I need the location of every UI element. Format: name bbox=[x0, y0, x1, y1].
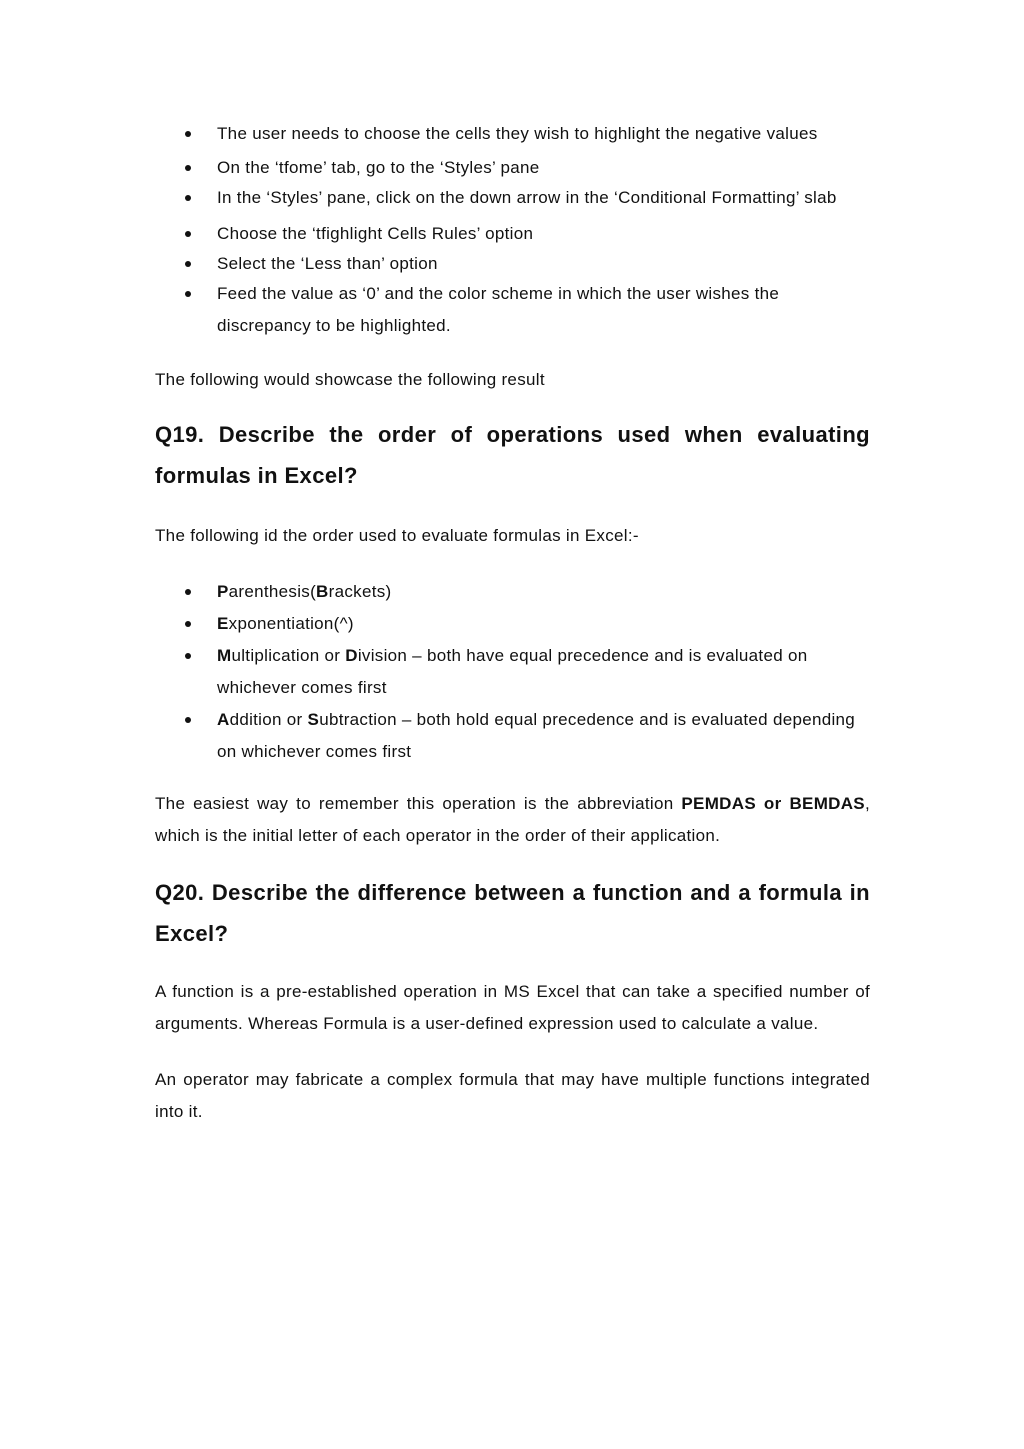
q19-intro: The following id the order used to evaluate formulas in Excel:- bbox=[155, 526, 639, 545]
result-note: The following would showcase the following result bbox=[155, 370, 545, 389]
list-item bbox=[155, 608, 870, 640]
list-item-text: In the ‘Styles’ pane, click on the down arrow in the ‘Conditional Formatting’ slab bbox=[217, 188, 837, 207]
bullet-icon bbox=[185, 653, 191, 659]
document-page bbox=[155, 118, 870, 1128]
list-item bbox=[155, 576, 870, 608]
q20-paragraph-2: An operator may fabricate a complex formula that may have multiple functions integrated into it. bbox=[155, 1070, 870, 1121]
bullet-icon bbox=[185, 131, 191, 137]
operator-initial: B bbox=[316, 582, 329, 601]
list-item-text: On the ‘tfome’ tab, go to the ‘Styles’ pane bbox=[217, 158, 540, 177]
operator-text: ivision – both have equal precedence and is evaluated on whichever comes first bbox=[217, 646, 808, 697]
operator-initial: A bbox=[217, 710, 230, 729]
bullet-icon bbox=[185, 589, 191, 595]
q19-heading: Q19. Describe the order of operations used when evaluating formulas in Excel? bbox=[155, 422, 870, 488]
operator-initial: M bbox=[217, 646, 232, 665]
bullet-icon bbox=[185, 717, 191, 723]
list-item bbox=[155, 154, 870, 182]
bullet-icon bbox=[185, 621, 191, 627]
q20-heading: Q20. Describe the difference between a function and a formula in Excel? bbox=[155, 880, 870, 946]
operator-initial: P bbox=[217, 582, 229, 601]
list-item bbox=[155, 250, 870, 278]
list-item-text: Choose the ‘tfighlight Cells Rules’ option bbox=[217, 224, 534, 243]
list-item-text: Feed the value as ‘0’ and the color scheme in which the user wishes the discrepancy to be highlighted. bbox=[217, 284, 780, 335]
operator-initial: E bbox=[217, 614, 229, 633]
operator-text: arenthesis( bbox=[228, 582, 317, 601]
operator-initial: D bbox=[345, 646, 358, 665]
list-item-text: Select the ‘Less than’ option bbox=[217, 254, 438, 273]
operator-text: ultiplication or bbox=[231, 646, 346, 665]
list-item bbox=[155, 182, 870, 214]
list-item bbox=[155, 640, 870, 704]
highlight-steps-list bbox=[155, 118, 870, 342]
abbreviation: PEMDAS or BEMDAS bbox=[681, 794, 865, 813]
operator-text: xponentiation(^) bbox=[228, 614, 354, 633]
bullet-icon bbox=[185, 165, 191, 171]
q20-paragraph-1: A function is a pre-established operation in MS Excel that can take a specified number of arguments. Whereas Formula is a user-defined expression used to calculate a value. bbox=[155, 982, 870, 1033]
list-item bbox=[155, 278, 870, 342]
operator-text: rackets) bbox=[328, 582, 392, 601]
operator-text: ubtraction – both hold equal precedence and is evaluated depending on whichever comes first bbox=[217, 710, 856, 761]
bullet-icon bbox=[185, 231, 191, 237]
operator-text: ddition or bbox=[229, 710, 308, 729]
bullet-icon bbox=[185, 195, 191, 201]
operations-order-list bbox=[155, 576, 870, 768]
list-item-text: The user needs to choose the cells they wish to highlight the negative values bbox=[217, 124, 818, 143]
operator-initial: S bbox=[307, 710, 320, 729]
bullet-icon bbox=[185, 261, 191, 267]
list-item bbox=[155, 118, 870, 150]
bullet-icon bbox=[185, 291, 191, 297]
list-item bbox=[155, 704, 870, 768]
q19-summary bbox=[155, 788, 870, 852]
list-item bbox=[155, 218, 870, 250]
summary-text: , which is the initial letter of each operator in the order of their application. bbox=[155, 794, 870, 845]
summary-text: The easiest way to remember this operation is the abbreviation bbox=[155, 794, 682, 813]
